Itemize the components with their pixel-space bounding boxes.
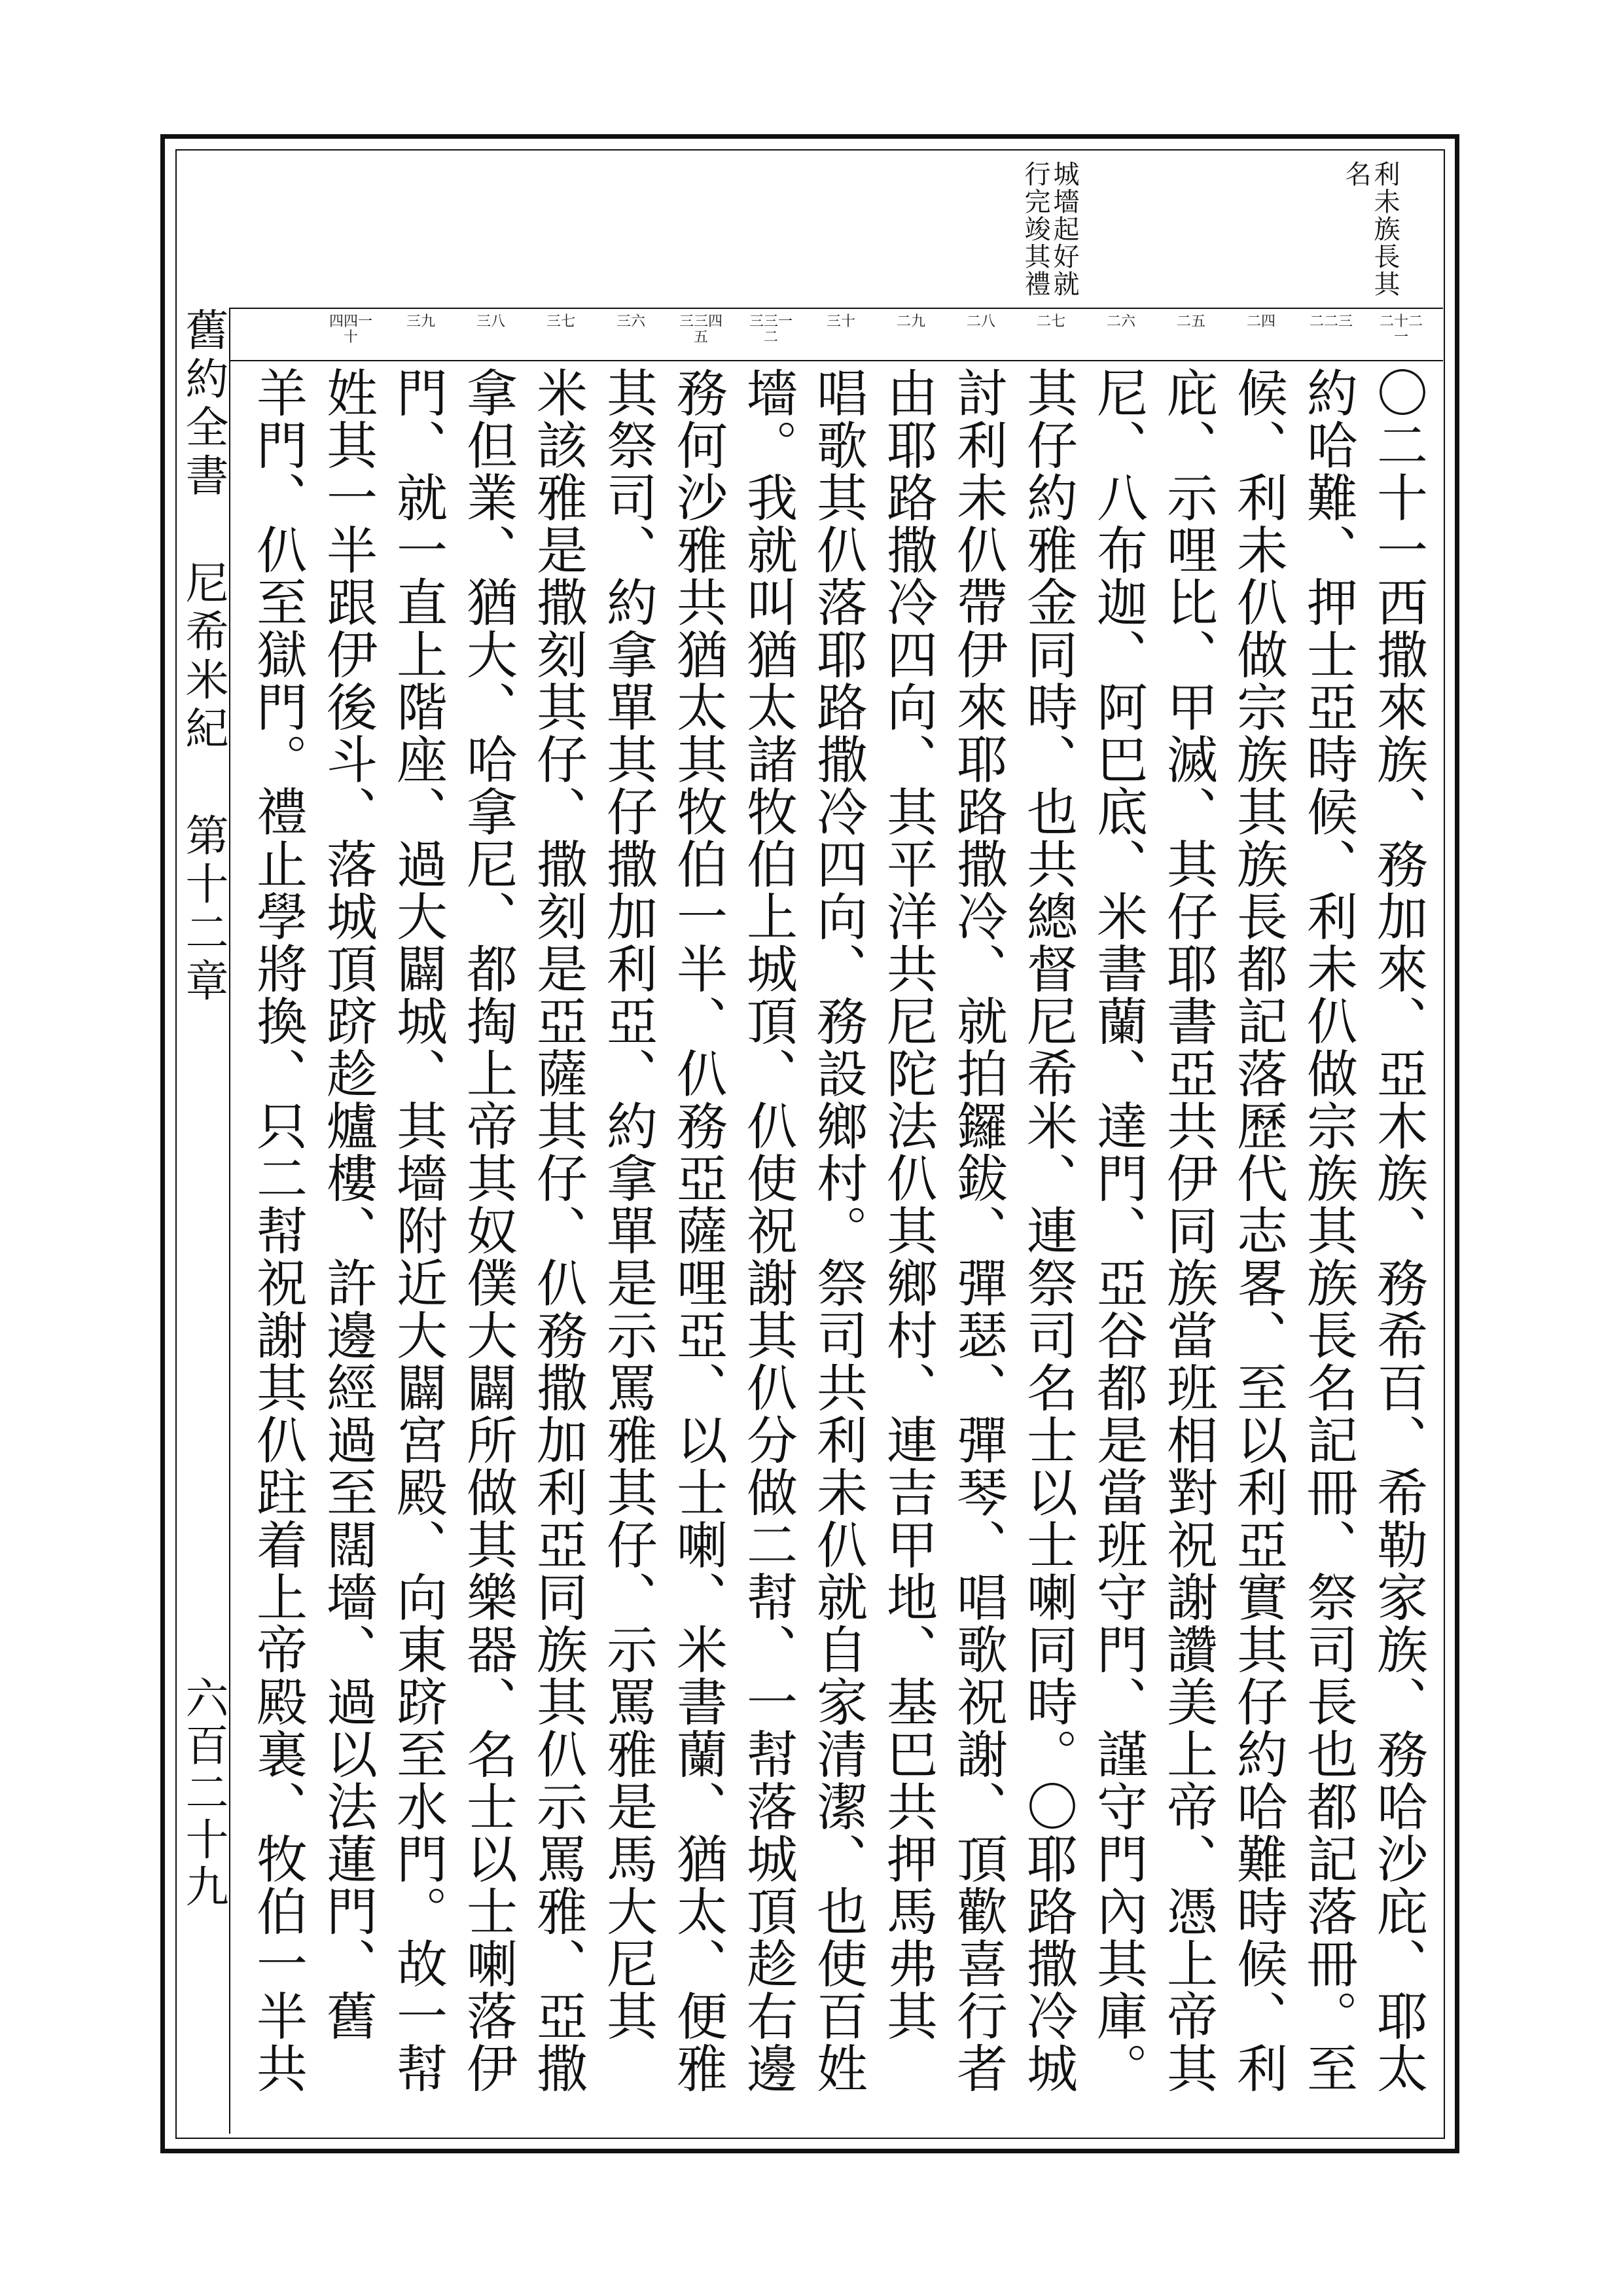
header-note: 城墻起好就行完竣其禮 [1020,160,1079,298]
verse-number: 二六 [1106,314,1135,330]
section-title: 尼希米紀 [178,560,228,754]
verse-number: 二五 [1176,314,1205,330]
verse-number: 二二三 [1309,314,1353,330]
text-column: 姓其一半跟伊後斗、落城頂跻趁爐樓、許邊經過至闊墻、過以法蓮門、舊 [318,367,377,2042]
verse-number: 三六 [616,314,645,330]
verse-number: 三三一二 [749,314,793,346]
text-column: 墻。我就叫猶太諸牧伯上城頂、仈使祝謝其仈分做二幇、一幇落城頂趁右邊 [738,367,797,2094]
chapter-title: 第十二章 [178,813,228,1007]
header-note: 利未族長其名 [1341,160,1400,298]
page-number: 六百二十九 [178,1676,228,1911]
verse-number: 三七 [546,314,575,330]
book-title: 舊約全書 [178,308,228,501]
verse-number: 三十 [826,314,855,330]
verse-number: 四四一十 [329,314,372,346]
text-column: 羊門、仈至獄門。禮止學將換、只二幇祝謝其仈跓着上帝殿裏、牧伯一半共 [248,367,307,2094]
verse-number: 二七 [1036,314,1065,330]
text-column: 其祭司、約拿單其仔撒加利亞、約拿單是示罵雅其仔、示罵雅是馬大尼其 [598,367,657,2042]
verse-number: 三八 [476,314,505,330]
text-column: 由耶路撒冷四向、其平洋共尼陀法仈其鄉村、連吉甲地、基巴共押馬弗其 [878,367,937,2042]
text-column: 約哈難、押士亞時候、利未仈做宗族其族長名記冊、祭司長也都記落冊。至 [1298,367,1357,2094]
verse-number: 二八 [966,314,995,330]
text-column: 門、就一直上階座、過大闢城、其墻附近大闢宮殿、向東跻至水門。故一幇 [388,367,447,2094]
text-column: 米該雅是撒刻其仔、撒刻是亞薩其仔、仈務撒加利亞同族其仈示罵雅、亞撒 [528,367,587,2094]
verse-number: 三九 [406,314,435,330]
text-column: 唱歌其仈落耶路撒冷四向、務設鄉村。祭司共利未仈就自家清潔、也使百姓 [808,367,867,2094]
text-column: 拿但業、猶大、哈拿尼、都掏上帝其奴僕大闢所做其樂器、名士以士喇落伊 [458,367,517,2094]
verse-number: 三三四五 [679,314,722,346]
text-column: 務何沙雅共猶太其牧伯一半、仈務亞薩哩亞、以士喇、米書蘭、猶太、便雅 [668,367,727,2094]
text-column: 候、利未仈做宗族其族長都記落歷代志畧、至以利亞實其仔約哈難時候、利 [1228,367,1287,2094]
text-column: 討利未仈帶伊來耶路撒冷、就拍鑼鈸、彈瑟、彈琴、唱歌祝謝、頂歡喜行者 [948,367,1007,2094]
text-column: 庇、示哩比、甲滅、其仔耶書亞共伊同族當班相對祝謝讚美上帝、憑上帝其 [1158,367,1217,2094]
verse-number: 二十二一 [1379,314,1423,346]
text-column: 其仔約雅金同時、也共總督尼希米、連祭司名士以士喇同時。〇耶路撒冷城 [1018,367,1077,2094]
verse-number: 二四 [1246,314,1275,330]
text-column: 尼、八布迦、阿巴底、米書蘭、達門、亞谷都是當班守門、謹守門內其庫。 [1088,367,1147,2094]
verse-number: 二九 [896,314,925,330]
header-notes-zone [229,151,1443,309]
text-column: 〇二十一西撒來族、務加來、亞木族、務希百、希勒家族、務哈沙庇、耶太 [1368,367,1427,2094]
